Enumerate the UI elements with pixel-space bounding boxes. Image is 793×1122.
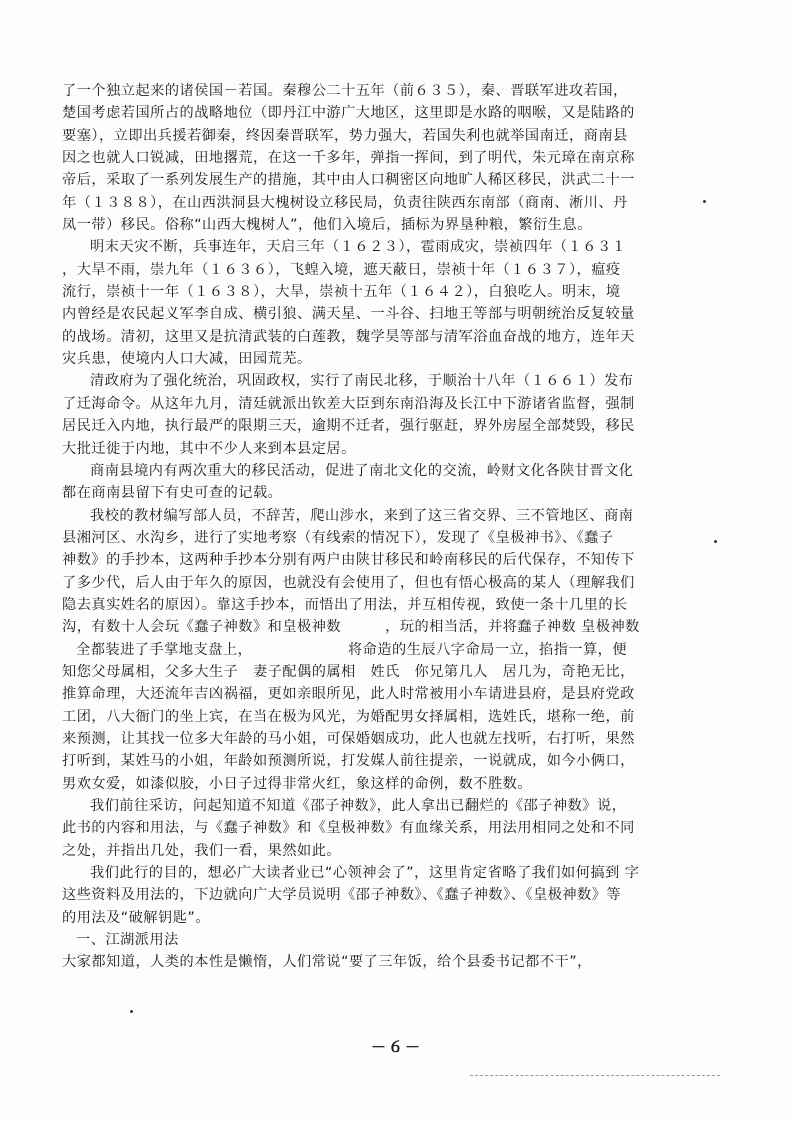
text-line: 之处，并指出几处，我们一看，果然如此。	[62, 842, 342, 859]
text-line: 神数》的手抄本，这两种手抄本分别有两户由陕甘移民和岭南移民的后代保存，不知传下	[62, 552, 635, 569]
text-line: 凤一带）移民。俗称“山西大槐树人”，他们入境后，插标为界垦种粮，繁衍生息。	[62, 217, 592, 234]
section-heading: 一、江湖派用法	[76, 932, 179, 949]
text-line: 知您父母属相，父多大生子 妻子配偶的属相 姓氏 你兄第几人 居几为，奇艳无比，	[62, 663, 635, 680]
text-line: 了多少代，后人由于年久的原因，也就没有会使用了，但也有悟心极高的某人（理解我们	[62, 574, 635, 591]
text-line: 此书的内容和用法，与《蠢子神数》和《皇极神数》有血缘关系，用法用相同之处和不同	[62, 820, 635, 837]
text-line: 了一个独立起来的诸侯国－若国。秦穆公二十五年（前６３５），秦、晋联军进攻若国，	[62, 83, 628, 99]
text-line: 大家都知道，人类的本性是懒惰，人们常说“要了三年饭，给个县委书记都不干”，	[62, 954, 592, 971]
text-line: 大批迁徙于内地，其中不少人来到本县定居。	[62, 440, 356, 457]
text-line: 因之也就人口锐减，田地撂荒，在这一千多年，弹指一挥间，到了明代，朱元璋在南京称	[62, 150, 635, 167]
text-line: 推算命理，大还流年吉凶祸福，更如亲眼所见，此人时常被用小车请进县府，是县府党政	[62, 686, 635, 703]
scan-speck	[714, 540, 717, 543]
text-line: 居民迁入内地，执行最严的限期三天，逾期不迁者，强行驱赶，界外房屋全部焚毁，移民	[62, 418, 635, 435]
text-line: 来预测，让其找一位多大年龄的马小姐，可保婚姻成功，此人也就左找听，右打听，果然	[62, 730, 635, 747]
text-line: 的战场。清初，这里又是抗清武装的白莲教，魏学昊等部与清军浴血奋战的地方，连年天	[62, 328, 635, 345]
text-line: 了迁海命令。从这年九月，清廷就派出钦差大臣到东南沿海及长江中下游诸省监督，强制	[62, 395, 635, 412]
text-line: 隐去真实姓名的原因）。靠这手抄本，而悟出了用法，并互相传视，致使一条十几里的长	[62, 596, 628, 613]
text-line: 帝后，采取了一系列发展生产的措施，其中由人口稠密区向地旷人稀区移民，洪武二十一	[62, 172, 635, 189]
text-line: 全都装进了手掌地支盘上， 将命造的生辰八字命局一立，掐指一算，便	[76, 641, 628, 658]
text-line: 县湘河区、水沟乡，进行了实地考察（有线索的情况下），发现了《皇极神书》、《蠢子	[62, 529, 614, 546]
body-text	[62, 80, 718, 974]
text-line: 工团，八大衙门的坐上宾，在当在极为风光，为婚配男女择属相，选姓氏，堪称一绝，前	[62, 708, 635, 725]
text-line: 这些资料及用法的，下边就向广大学员说明《邵子神数》、《蠢子神数》、《皇极神数》等	[62, 887, 622, 904]
page-number: －６－	[370, 1038, 422, 1056]
text-line: 打听到，某姓马的小姐，年龄如预测所说，打发媒人前往提亲，一说就成，如今小俩口，	[62, 753, 635, 770]
scan-speck	[703, 200, 706, 203]
paragraph-start-line: 我们前往采访，问起知道不知道《邵子神数》，此人拿出已翻烂的《邵子神数》说，	[90, 798, 627, 814]
text-line: 沟，有数十人会玩《蠢子神数》和皇极神数 ，玩的相当活，并将蠢子神数 皇极神数	[62, 619, 640, 636]
text-line: 男欢女爱，如漆似胶，小日子过得非常火红，象这样的命例，数不胜数。	[62, 775, 533, 792]
text-line: 灾兵患，使境内人口大减，田园荒芜。	[62, 351, 312, 368]
scan-speck	[130, 1010, 133, 1013]
text-line: 的用法及“破解钥匙”。	[62, 909, 210, 926]
text-line: 要塞），立即出兵援若御秦，终因秦晋联军，势力强大，若国失利也就举国南迁，商南县	[62, 127, 628, 144]
text-line: 内曾经是农民起义军李自成、横引狼、满天星、一斗谷、扫地王等部与明朝统治反复较量	[62, 306, 635, 323]
paragraph-start-line: 商南县境内有两次重大的移民活动，促进了南北文化的交流，岭财文化各陕甘晋文化	[90, 462, 634, 479]
paragraph-start-line: 清政府为了强化统治，巩固政权，实行了南民北移，于顺治十八年（１６６１）发布	[90, 373, 634, 390]
text-line: 流行，崇祯十一年（１６３８），大旱，崇祯十五年（１６４２），白狼吃人。明末，境	[62, 284, 621, 301]
paragraph-start-line: 明末天灾不断，兵事连年，天启三年（１６２３），雹雨成灾，崇祯四年（１６３１	[90, 239, 627, 256]
text-line: ，大旱不雨，崇九年（１６３６），飞蝗入境，遮天蔽日，崇祯十年（１６３７），瘟疫	[62, 261, 621, 278]
text-line: 都在商南县留下有史可查的记载。	[62, 485, 283, 502]
bottom-rule	[470, 1075, 720, 1076]
text-line: 年（１３８８），在山西洪洞县大槐树设立移民局，负责往陕西东南部（商南、淅川、丹	[62, 194, 628, 211]
paragraph-start-line: 我校的教材编写部人员，不辞苦，爬山涉水，来到了这三省交界、三不管地区、商南	[90, 507, 634, 524]
paragraph-start-line: 我们此行的目的，想必广大读者业已“心领神会了”，这里肯定省略了我们如何搞到 字	[90, 865, 640, 882]
text-line: 楚国考虑若国所占的战略地位（即丹江中游广大地区，这里即是水路的咽喉，又是陆路的	[62, 105, 635, 122]
